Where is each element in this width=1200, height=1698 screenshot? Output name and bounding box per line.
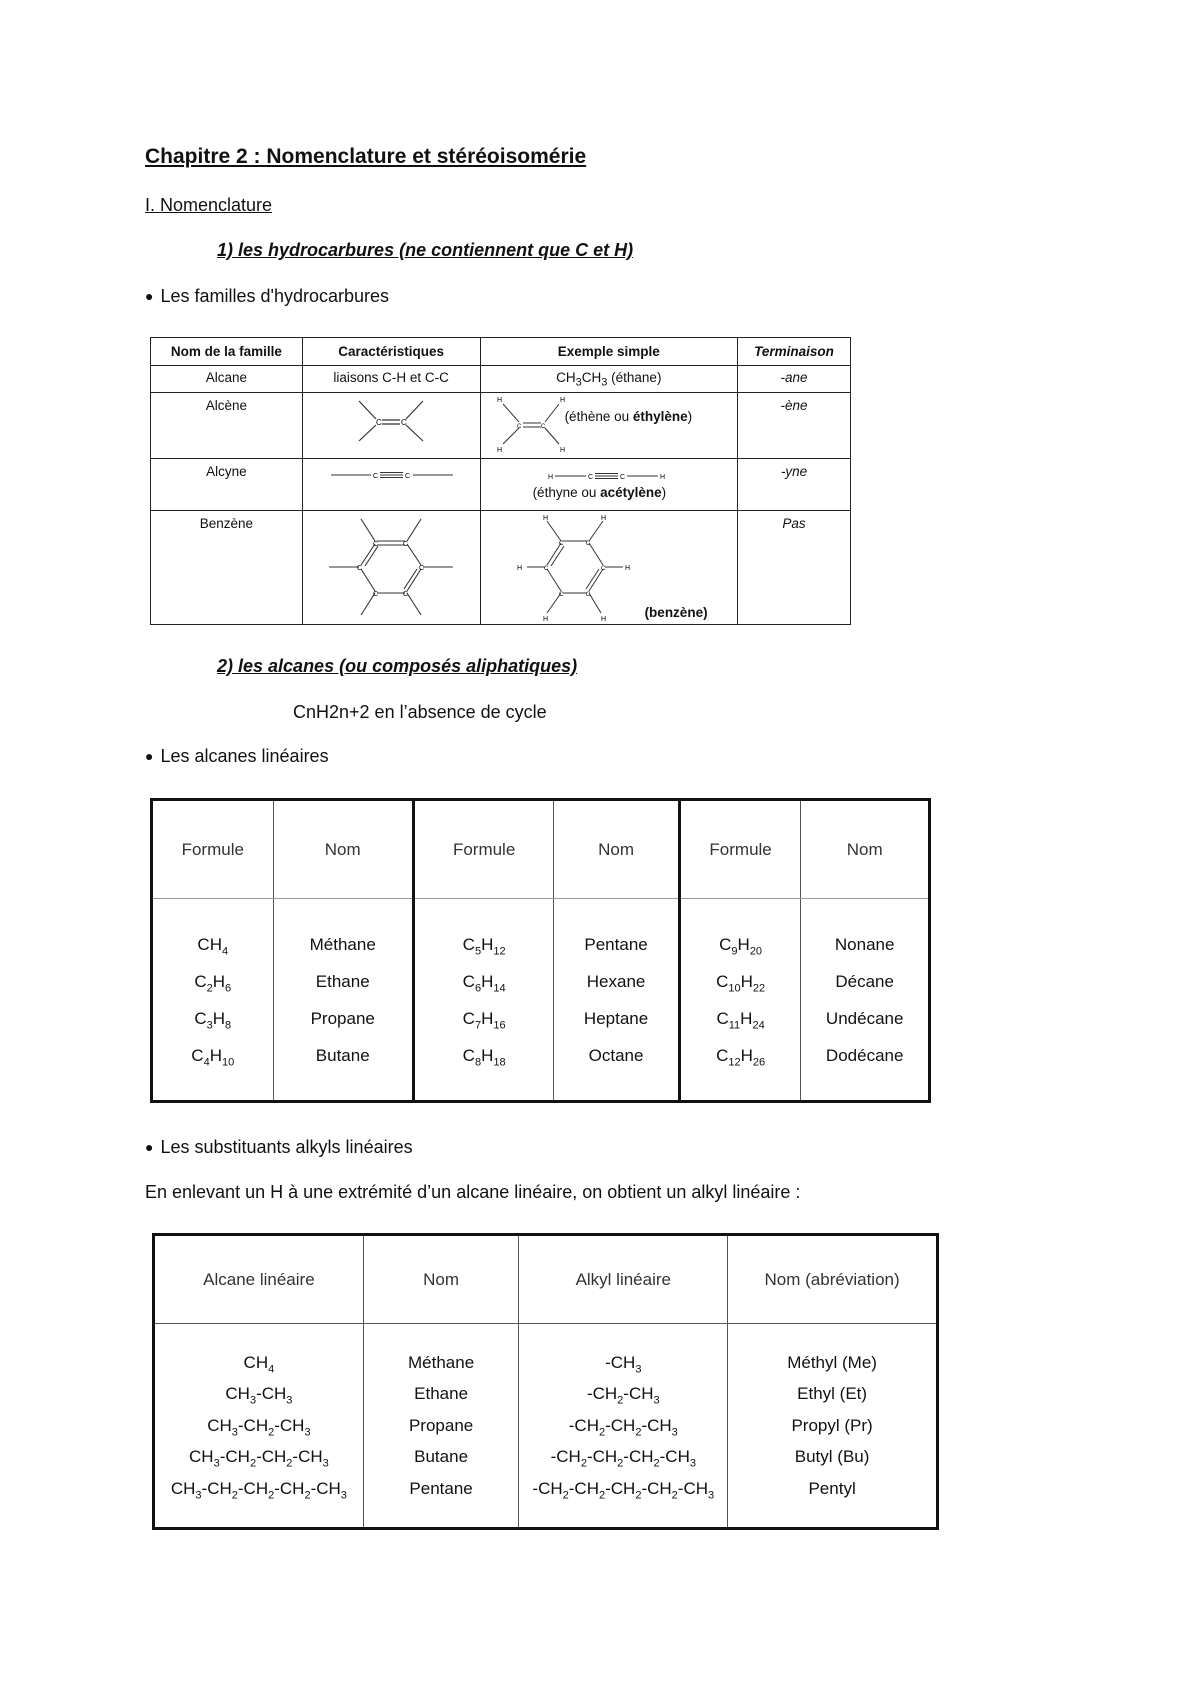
formula: [682, 1000, 800, 1037]
f-part: H: [209, 1045, 222, 1065]
example-benzene: [480, 511, 737, 625]
header-ending: Terminaison: [738, 338, 851, 366]
formula: [154, 963, 272, 1000]
bullet-text: ● Les alcanes linéaires: [145, 746, 329, 766]
f-part: H: [481, 934, 494, 954]
f-sub: 6: [225, 981, 232, 994]
family-alcyne: Alcyne: [151, 459, 303, 511]
atom-c: C: [402, 591, 408, 598]
alkane-name: Propane: [408, 1415, 474, 1435]
f-sub: 18: [493, 1055, 506, 1068]
bullet-substituants: [145, 1137, 413, 1158]
section-heading: I. Nomenclature: [145, 195, 273, 215]
hydrocarbon-families-table: [150, 337, 851, 625]
header-name: Nom: [273, 800, 413, 899]
general-formula: CnH2n+2 en l’absence de cycle: [293, 702, 547, 722]
header-name: Nom: [554, 800, 680, 899]
ethene-label: [565, 409, 693, 424]
label-bold: éthylène: [632, 409, 688, 424]
label-part: (éthène ou: [564, 409, 633, 424]
formulas-group-1: [152, 899, 274, 1102]
benzene-example-svg: [503, 511, 653, 623]
atom-c: C: [558, 541, 563, 547]
f-sub: 6: [474, 981, 482, 994]
atom-c: C: [356, 565, 362, 572]
formula: [154, 1000, 272, 1037]
label-part: ): [661, 485, 667, 500]
alkane-formulas: [154, 1324, 364, 1529]
atom-h: H: [559, 397, 565, 404]
header-formula: Formule: [413, 800, 553, 899]
atom-h: H: [542, 515, 548, 522]
formula: [416, 1037, 552, 1074]
ending-alcyne: -yne: [738, 459, 851, 511]
ethyne-structure-svg: [546, 465, 686, 487]
alkane-name: Dodécane: [825, 1045, 904, 1065]
atom-c: C: [558, 592, 563, 598]
alkene-structure: [302, 393, 480, 459]
atom-c: C: [587, 474, 593, 481]
atom-c: C: [543, 566, 548, 572]
alkane-name: Pentane: [584, 934, 648, 954]
names-group-3: [801, 899, 930, 1102]
f-sub: 3: [206, 1018, 213, 1031]
label-part: ): [687, 409, 693, 424]
atom-h: H: [542, 616, 548, 623]
ending-benzene: Pas: [738, 511, 851, 625]
alkane-name: Nonane: [834, 934, 895, 954]
f-part: H: [212, 971, 226, 991]
alkane-name: Butane: [414, 1447, 469, 1467]
f-sub: 8: [474, 1055, 482, 1068]
alkane-names: [363, 1324, 519, 1529]
alkyl-table: [152, 1233, 939, 1530]
f-part: H: [481, 1008, 494, 1028]
formula: $CH_3-CH_2-CH_3$: [207, 1415, 311, 1439]
f-sub: 11: [728, 1018, 741, 1031]
table-row: [151, 393, 851, 459]
alkane-name: Propane: [310, 1008, 375, 1028]
formula: $-CH_2-CH_2-CH_2-CH_2-CH_3$: [532, 1478, 715, 1502]
subsection-alcanes: 2) les alcanes (ou composés aliphatiques): [217, 656, 578, 676]
subsection-hydrocarbures: 1) les hydrocarbures (ne contiennent que C et H): [217, 240, 634, 260]
label-bold: acétylène: [600, 485, 662, 500]
formulas-group-2: [413, 899, 553, 1102]
atom-c: C: [402, 541, 408, 548]
alkyl-name: Propyl (Pr): [791, 1415, 873, 1435]
alkane-name: Décane: [835, 971, 894, 991]
formula: [416, 963, 552, 1000]
alkane-name: Heptane: [583, 1008, 649, 1028]
f-part: C: [716, 971, 729, 991]
atom-h: H: [516, 565, 522, 572]
f-part: C: [462, 971, 475, 991]
f-part: H: [481, 1045, 494, 1065]
f-part: H: [740, 1008, 753, 1028]
atom-h: H: [496, 447, 502, 454]
f-part: C: [462, 1045, 475, 1065]
f-part: H: [740, 1045, 753, 1065]
formula: $CH_3-CH_2-CH_2-CH_3$: [189, 1447, 329, 1470]
formula: [682, 926, 800, 963]
ethyne-label: [533, 485, 667, 500]
atom-c: C: [375, 418, 382, 427]
formula: $CH_4$: [243, 1352, 275, 1376]
f-sub: 4: [221, 944, 229, 957]
f-sub: 16: [493, 1018, 506, 1031]
alkyne-structure-svg: [303, 459, 479, 503]
header-nom-abreviation: Nom (abréviation): [728, 1235, 938, 1324]
alkane-name: Pentane: [409, 1478, 473, 1498]
alkyl-names: [728, 1324, 938, 1529]
alkyl-name: Ethyl (Et): [797, 1384, 868, 1404]
f-part: C: [194, 971, 207, 991]
f-sub: 10: [221, 1055, 235, 1068]
f-sub: 7: [474, 1018, 482, 1031]
f-sub: 26: [752, 1055, 766, 1068]
f-sub: 22: [752, 981, 766, 994]
bullet-text: ● Les substituants alkyls linéaires: [145, 1137, 413, 1157]
family-alcene: Alcène: [151, 393, 303, 459]
family-alcane: Alcane: [151, 366, 303, 393]
header-example: Exemple simple: [480, 338, 737, 366]
atom-c: C: [404, 473, 410, 480]
atom-c: C: [418, 565, 424, 572]
bullet-text: ● Les familles d'hydrocarbures: [145, 286, 389, 306]
alkane-name: Méthane: [408, 1352, 475, 1372]
f-sub: 2: [206, 981, 213, 994]
alkyl-formulas: [519, 1324, 728, 1529]
example-alcyne: [480, 459, 737, 511]
label-part: (éthyne ou: [532, 485, 601, 500]
formula: $CH_3-CH_3$: [225, 1384, 293, 1407]
f-part: H: [212, 1008, 226, 1028]
alkane-name: Hexane: [586, 971, 646, 991]
alkene-structure-svg: [303, 393, 479, 451]
f-part: C: [462, 1008, 475, 1028]
f-part: CH: [197, 934, 222, 954]
table-row: [151, 459, 851, 511]
formula: [154, 1037, 272, 1074]
formula: $-CH_3$: [605, 1352, 642, 1376]
formula: $-CH_2-CH_2-CH_3$: [568, 1415, 678, 1439]
f-part: C: [716, 1008, 729, 1028]
formula: [416, 926, 552, 963]
table-row: [151, 366, 851, 393]
atom-h: H: [559, 447, 565, 454]
ending-alcane: -ane: [738, 366, 851, 393]
header-formula: Formule: [679, 800, 801, 899]
f-sub: 5: [474, 944, 482, 957]
formula: $-CH_2-CH_3$: [586, 1384, 660, 1407]
caract-alcane: liaisons C-H et C-C: [302, 366, 480, 393]
atom-c: C: [585, 592, 590, 598]
f-part: C: [719, 934, 732, 954]
alkyl-name: Butyl (Bu): [794, 1447, 870, 1467]
f-sub: 12: [728, 1055, 741, 1068]
header-formula: Formule: [152, 800, 274, 899]
page-title: Chapitre 2 : Nomenclature et stéréoisomérie: [145, 145, 587, 168]
example-alcane: $CH_3CH_3$ (éthane): [480, 366, 737, 393]
header-alkyl-lineaire: Alkyl linéaire: [519, 1235, 728, 1324]
header-alcane-lineaire: Alcane linéaire: [154, 1235, 364, 1324]
f-part: H: [737, 934, 750, 954]
f-part: C: [462, 934, 475, 954]
alkyl-name: Méthyl (Me): [787, 1352, 877, 1372]
alkane-name: Ethane: [315, 971, 370, 991]
f-sub: 9: [731, 944, 738, 957]
formula: [154, 926, 272, 963]
atom-c: C: [619, 474, 625, 481]
benzene-label: (benzène): [644, 605, 708, 620]
bullet-alcanes: [145, 746, 329, 767]
atom-h: H: [624, 565, 630, 572]
f-part: C: [716, 1045, 729, 1065]
bullet-familles: [145, 286, 389, 307]
formula: [682, 963, 800, 1000]
f-sub: 12: [493, 944, 506, 957]
alkane-name: Octane: [588, 1045, 644, 1065]
formula: [416, 1000, 552, 1037]
formula: [682, 1037, 800, 1074]
header-name: Nom: [801, 800, 930, 899]
f-part: H: [740, 971, 753, 991]
atom-c: C: [585, 541, 590, 547]
formulas-group-3: [679, 899, 801, 1102]
atom-h: H: [496, 397, 502, 404]
f-sub: 20: [749, 944, 763, 957]
atom-h: H: [547, 474, 553, 481]
alkyl-explanation: En enlevant un H à une extrémité d’un alcane linéaire, on obtient un alkyl linéaire :: [145, 1182, 801, 1202]
atom-c: C: [516, 424, 521, 430]
header-nom: Nom: [363, 1235, 519, 1324]
f-sub: 14: [493, 981, 506, 994]
header-family: Nom de la famille: [151, 338, 303, 366]
f-sub: 8: [225, 1018, 232, 1031]
formula: $-CH_2-CH_2-CH_2-CH_3$: [550, 1447, 696, 1470]
benzene-structure: [302, 511, 480, 625]
table-row: [151, 511, 851, 625]
formula: $CH_3-CH_2-CH_2-CH_2-CH_3$: [170, 1478, 347, 1502]
f-sub: 4: [203, 1055, 210, 1068]
alkane-name: Butane: [315, 1045, 370, 1065]
f-sub: 24: [752, 1018, 765, 1031]
atom-c: C: [400, 418, 407, 427]
ethene-structure-svg: [495, 394, 585, 456]
alkyne-structure: [302, 459, 480, 511]
atom-h: H: [659, 474, 665, 481]
f-part: C: [191, 1045, 204, 1065]
atom-c: C: [372, 473, 378, 480]
names-group-2: [554, 899, 680, 1102]
linear-alkanes-table: [150, 798, 931, 1103]
atom-c: C: [540, 424, 545, 430]
atom-c: C: [600, 566, 605, 572]
alkane-name: Undécane: [825, 1008, 904, 1028]
alkane-name: Méthane: [309, 934, 376, 954]
header-caract: Caractéristiques: [302, 338, 480, 366]
atom-h: H: [600, 616, 606, 623]
f-part: C: [194, 1008, 207, 1028]
atom-h: H: [600, 515, 606, 522]
benzene-structure-svg: [303, 511, 479, 623]
alkyl-name: Pentyl: [808, 1478, 856, 1498]
example-alcene: [480, 393, 737, 459]
names-group-1: [273, 899, 413, 1102]
family-benzene: Benzène: [151, 511, 303, 625]
f-part: H: [481, 971, 494, 991]
alkane-name: Ethane: [414, 1384, 469, 1404]
ending-alcene: -ène: [738, 393, 851, 459]
f-sub: 10: [728, 981, 741, 994]
atom-c: C: [372, 541, 378, 548]
atom-c: C: [372, 591, 378, 598]
